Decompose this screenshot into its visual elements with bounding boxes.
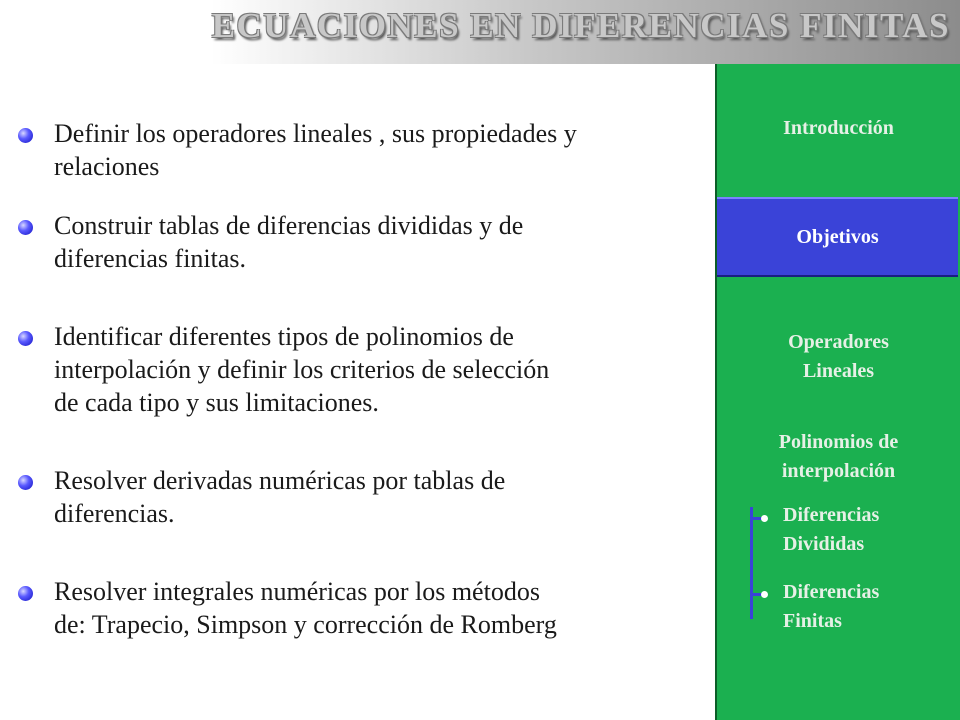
objective-item <box>18 464 708 530</box>
tree-connector <box>750 507 753 619</box>
objective-line: Identificar diferentes tipos de polinomios de <box>54 322 514 351</box>
objective-line: Resolver derivadas numéricas por tablas de <box>54 466 506 495</box>
title-bar <box>0 0 960 64</box>
nav-introduccion[interactable]: Introducción <box>783 117 894 139</box>
objective-line: diferencias finitas. <box>54 244 247 273</box>
objective-line: de cada tipo y sus limitaciones. <box>54 388 379 417</box>
objective-line: Construir tablas de diferencias divididas y de <box>54 211 524 240</box>
nav-objetivos-label: Objetivos <box>796 225 879 248</box>
objective-line: Definir los operadores lineales , sus propiedades y <box>54 119 577 148</box>
nav-label-line: Lineales <box>802 360 875 382</box>
node-dot-icon <box>761 515 768 522</box>
bullet-icon <box>18 331 33 346</box>
objective-line: interpolación y definir los criterios de selección <box>54 355 550 384</box>
objective-line: diferencias. <box>54 499 175 528</box>
nav-operadores-lineales[interactable] <box>717 328 960 386</box>
nav-label-line: Polinomios de <box>778 431 899 453</box>
objectives-list <box>0 64 715 720</box>
bullet-icon <box>18 586 33 601</box>
nav-label-line: Divididas <box>783 533 865 555</box>
bullet-icon <box>18 128 33 143</box>
objective-line: Resolver integrales numéricas por los métodos <box>54 577 540 606</box>
nav-label-line: Diferencias <box>783 504 880 526</box>
nav-label-line: Diferencias <box>783 581 880 603</box>
nav-label-line: Operadores <box>788 331 889 353</box>
slide-title: ECUACIONES EN DIFERENCIAS FINITAS <box>211 6 950 45</box>
nav-diferencias-finitas[interactable] <box>783 578 879 636</box>
objective-item <box>18 117 708 183</box>
bullet-icon <box>18 475 33 490</box>
nav-objetivos[interactable] <box>717 197 958 277</box>
nav-diferencias-divididas[interactable] <box>783 501 879 559</box>
nav-label-line: interpolación <box>781 460 896 482</box>
sidebar-nav <box>715 64 960 720</box>
nav-polinomios[interactable] <box>717 428 960 486</box>
objective-line: de: Trapecio, Simpson y corrección de Romberg <box>54 610 557 639</box>
node-dot-icon <box>761 591 768 598</box>
objective-item <box>18 575 708 641</box>
objective-item <box>18 209 708 275</box>
objective-item <box>18 320 708 419</box>
bullet-icon <box>18 220 33 235</box>
objective-line: relaciones <box>54 152 160 181</box>
nav-label-line: Finitas <box>783 610 842 632</box>
